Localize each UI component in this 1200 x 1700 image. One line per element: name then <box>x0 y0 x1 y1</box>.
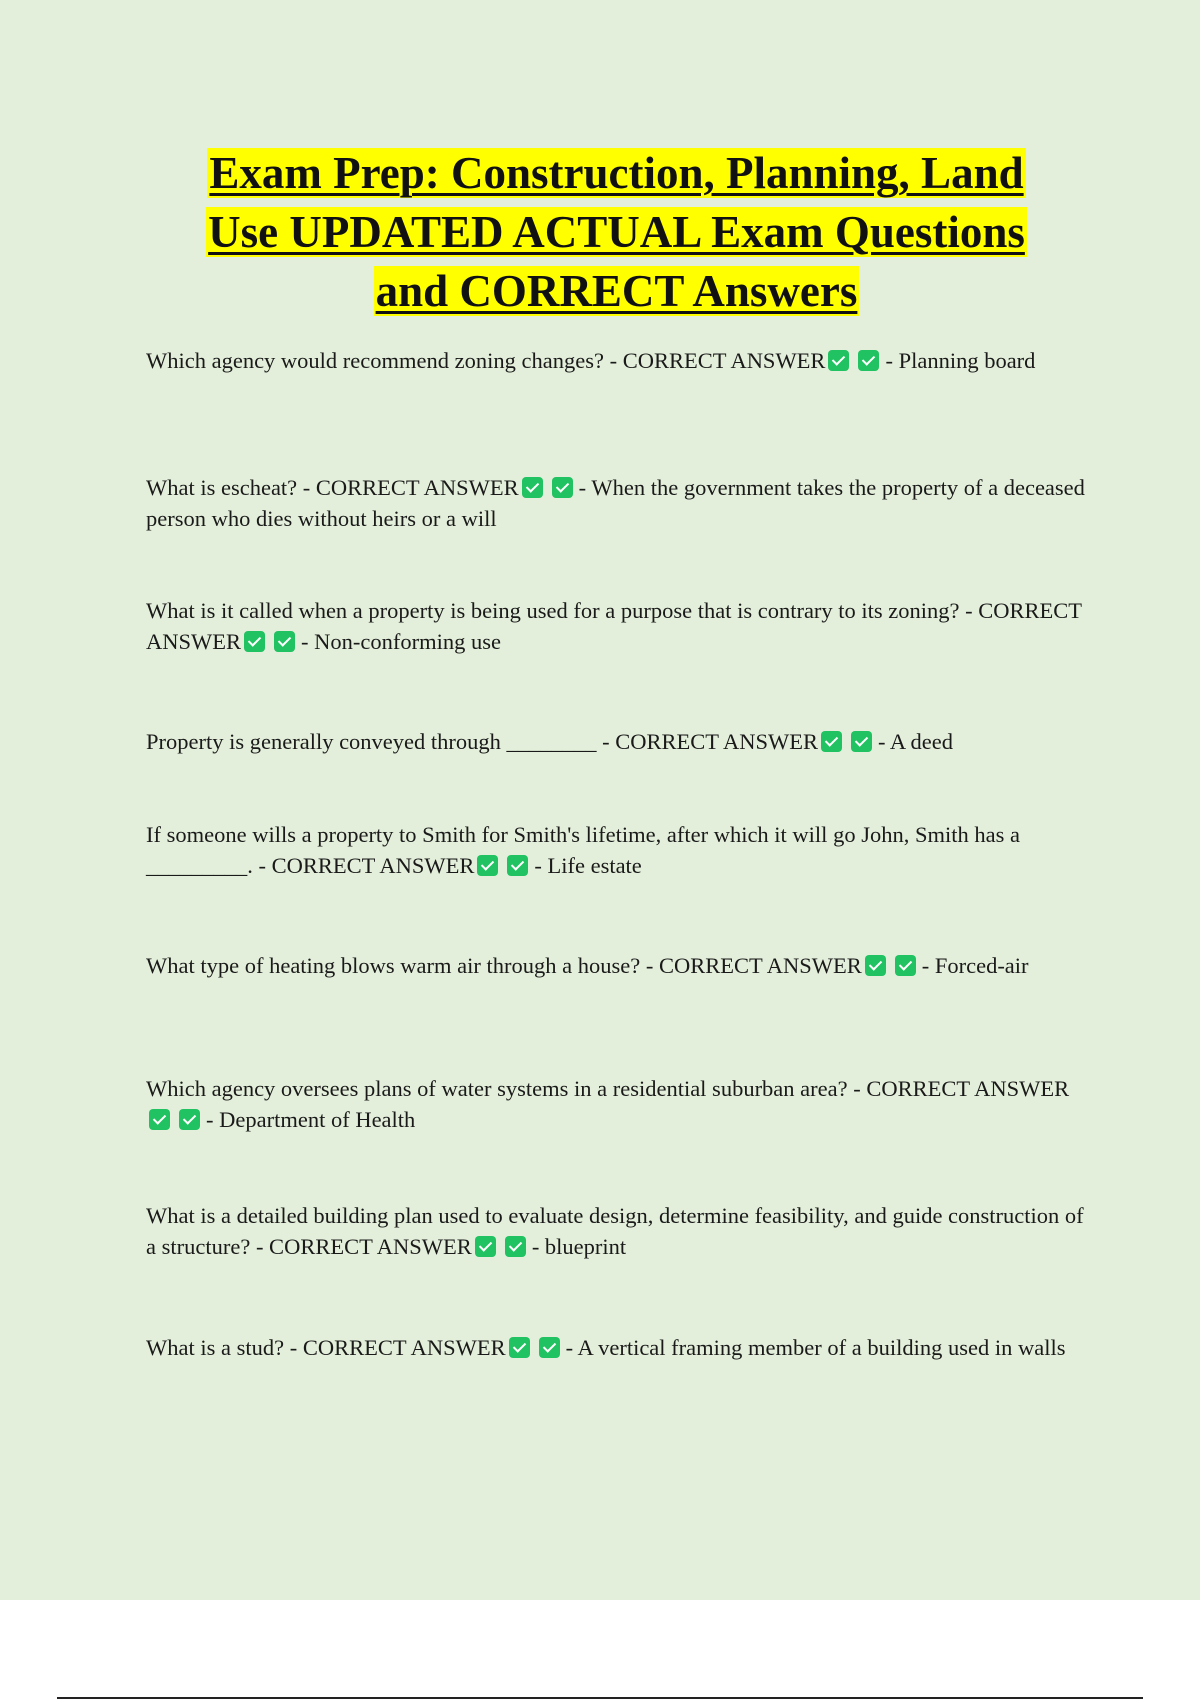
answer-text: - A deed <box>878 729 953 754</box>
check-box-icon <box>539 1337 560 1358</box>
check-box-icon <box>149 1109 170 1130</box>
title-line-2: Use UPDATED ACTUAL Exam Questions <box>208 207 1025 257</box>
qa-item <box>146 1073 1096 1135</box>
question-text: Property is generally conveyed through ________ - CORRECT ANSWER <box>146 729 819 754</box>
title-line-1: Exam Prep: Construction, Planning, Land <box>209 148 1024 198</box>
question-text: What is a stud? - CORRECT ANSWER <box>146 1335 506 1360</box>
check-box-icon <box>865 955 886 976</box>
check-box-icon <box>858 350 879 371</box>
qa-item <box>146 950 1096 981</box>
question-text: If someone wills a property to Smith for Smith's lifetime, after which it will go John, Smith has a _________. - CORRECT ANSWER <box>146 822 1020 878</box>
check-box-icon <box>179 1109 200 1130</box>
check-box-icon <box>522 477 543 498</box>
check-box-icon <box>821 731 842 752</box>
question-text: What is escheat? - CORRECT ANSWER <box>146 475 519 500</box>
question-text: Which agency oversees plans of water systems in a residential suburban area? - CORRECT ANSWER <box>146 1076 1070 1101</box>
question-text: What is a detailed building plan used to evaluate design, determine feasibility, and guide construction of a structure? - CORRECT ANSWER <box>146 1203 1084 1259</box>
check-box-icon <box>274 631 295 652</box>
check-box-icon <box>244 631 265 652</box>
check-box-icon <box>505 1236 526 1257</box>
qa-item <box>146 819 1096 881</box>
check-box-icon <box>828 350 849 371</box>
answer-text: - Non-conforming use <box>301 629 501 654</box>
document-title <box>120 144 1113 321</box>
question-text: What is it called when a property is being used for a purpose that is contrary to its zoning? - CORRECT ANSWER <box>146 598 1082 654</box>
answer-text: - Department of Health <box>206 1107 416 1132</box>
check-box-icon <box>475 1236 496 1257</box>
qa-item <box>146 595 1096 657</box>
check-box-icon <box>895 955 916 976</box>
qa-item <box>146 1332 1096 1363</box>
check-box-icon <box>507 855 528 876</box>
question-text: Which agency would recommend zoning changes? - CORRECT ANSWER <box>146 348 826 373</box>
page-divider <box>57 1697 1143 1699</box>
check-box-icon <box>851 731 872 752</box>
title-line-3: and CORRECT Answers <box>375 266 858 316</box>
question-text: What type of heating blows warm air through a house? - CORRECT ANSWER <box>146 953 862 978</box>
qa-item <box>146 345 1096 376</box>
answer-text: - Forced-air <box>921 953 1029 978</box>
qa-item <box>146 726 1096 757</box>
check-box-icon <box>552 477 573 498</box>
qa-item <box>146 472 1096 534</box>
check-box-icon <box>477 855 498 876</box>
check-box-icon <box>509 1337 530 1358</box>
answer-text: - When the government takes the property of a deceased person who dies without heirs or a will <box>146 475 1085 531</box>
answer-text: - A vertical framing member of a building used in walls <box>565 1335 1066 1360</box>
answer-text: - Planning board <box>885 348 1036 373</box>
answer-text: - blueprint <box>531 1234 627 1259</box>
qa-item <box>146 1200 1096 1262</box>
answer-text: - Life estate <box>534 853 642 878</box>
